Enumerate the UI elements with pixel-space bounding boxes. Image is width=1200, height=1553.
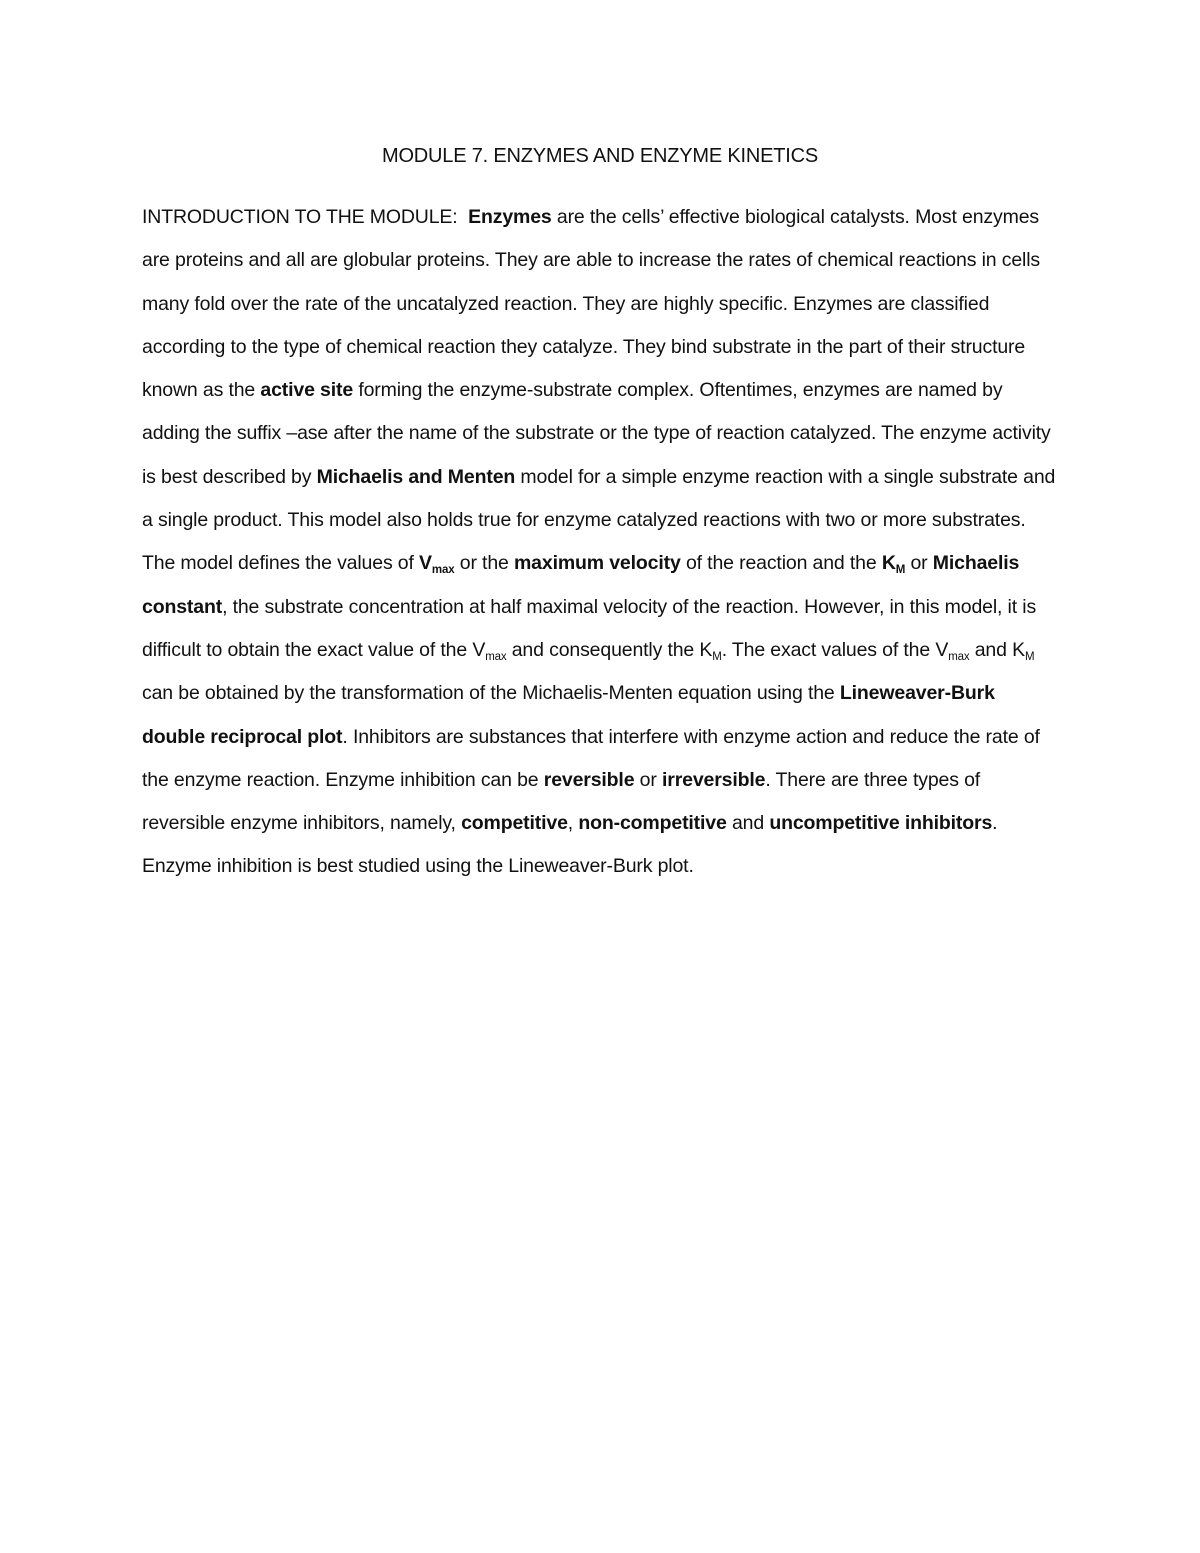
text-run: forming the enzyme-substrate complex. Oftentimes, enzymes are named by adding the suffix –ase after the name of the substrate or the type of reaction catalyzed. The enzyme activity is best described by: [142, 379, 1051, 488]
text-run: of the reaction and the: [680, 552, 882, 575]
text-run: or the: [454, 552, 514, 575]
text-run: and consequently the: [506, 638, 700, 661]
max-subscript: max: [485, 650, 507, 663]
vmax-symbol: [472, 639, 506, 661]
text-run: , the substrate concentration at half maximal velocity of the reaction. However, in this model, it is difficult to obtain the exact value of the: [142, 595, 1037, 661]
module-title: MODULE 7. ENZYMES AND ENZYME KINETICS: [381, 145, 818, 167]
keyword-michaelis-constant: Michaelis constant: [142, 552, 1020, 618]
km-symbol: [1012, 639, 1034, 661]
v-letter: V: [419, 552, 432, 575]
keyword-lineweaver-burk-plot: Lineweaver-Burk double reciprocal plot: [142, 682, 995, 748]
k-letter: K: [1012, 638, 1025, 661]
v-letter: V: [472, 638, 486, 661]
keyword-uncompetitive-inhibitors: uncompetitive inhibitors: [769, 812, 993, 835]
intro-label: INTRODUCTION TO THE MODULE:: [142, 206, 458, 228]
keyword-michaelis-menten: Michaelis and Menten: [316, 465, 516, 488]
keyword-irreversible: irreversible: [661, 768, 766, 791]
text-run: or: [634, 768, 662, 791]
vmax-symbol: [419, 552, 455, 577]
text-run: ,: [567, 812, 579, 835]
m-subscript: M: [1024, 650, 1035, 663]
text-run: . There are three types of reversible enzyme inhibitors, namely,: [142, 768, 981, 835]
text-run: are the cells’ effective biological catalysts. Most enzymes are proteins and all are globular proteins. They are able to increase the rates of chemical reactions in cells many fold over the rate of the uncatalyzed reaction. They are highly specific. Enzymes are classified according to the type of chemical reaction they catalyze. They bind substrate in the part of their structure known as the: [142, 206, 1040, 402]
max-subscript: max: [948, 650, 970, 663]
text-run: model for a simple enzyme reaction with a single substrate and a single product. This model also holds true for enzyme catalyzed reactions with two or more substrates. The model defines the values of: [142, 465, 1056, 575]
max-subscript: max: [431, 564, 455, 577]
text-run: can be obtained by the transformation of the Michaelis-Menten equation using the: [142, 682, 840, 705]
text-run: . The exact values of the: [721, 638, 936, 661]
km-symbol: [699, 639, 721, 661]
text-run: and: [726, 812, 770, 835]
keyword-enzymes: Enzymes: [468, 206, 552, 228]
text-run: and: [969, 638, 1013, 661]
keyword-reversible: reversible: [543, 768, 635, 791]
km-symbol: [881, 552, 906, 577]
text-run: . Enzyme inhibition is best studied using the Lineweaver-Burk plot.: [142, 812, 998, 878]
m-subscript: M: [895, 564, 906, 577]
v-letter: V: [935, 638, 949, 661]
keyword-active-site: active site: [260, 379, 354, 402]
keyword-maximum-velocity: maximum velocity: [513, 552, 681, 575]
text-run: or: [905, 552, 933, 575]
keyword-competitive: competitive: [461, 812, 568, 835]
keyword-non-competitive: non-competitive: [578, 812, 727, 835]
k-letter: K: [881, 552, 896, 575]
text-run: . Inhibitors are substances that interfere with enzyme action and reduce the rate of the enzyme reaction. Enzyme inhibition can be: [142, 725, 1040, 791]
m-subscript: M: [712, 650, 722, 663]
k-letter: K: [699, 638, 713, 661]
vmax-symbol: [935, 639, 969, 661]
intro-paragraph: [142, 196, 1062, 889]
